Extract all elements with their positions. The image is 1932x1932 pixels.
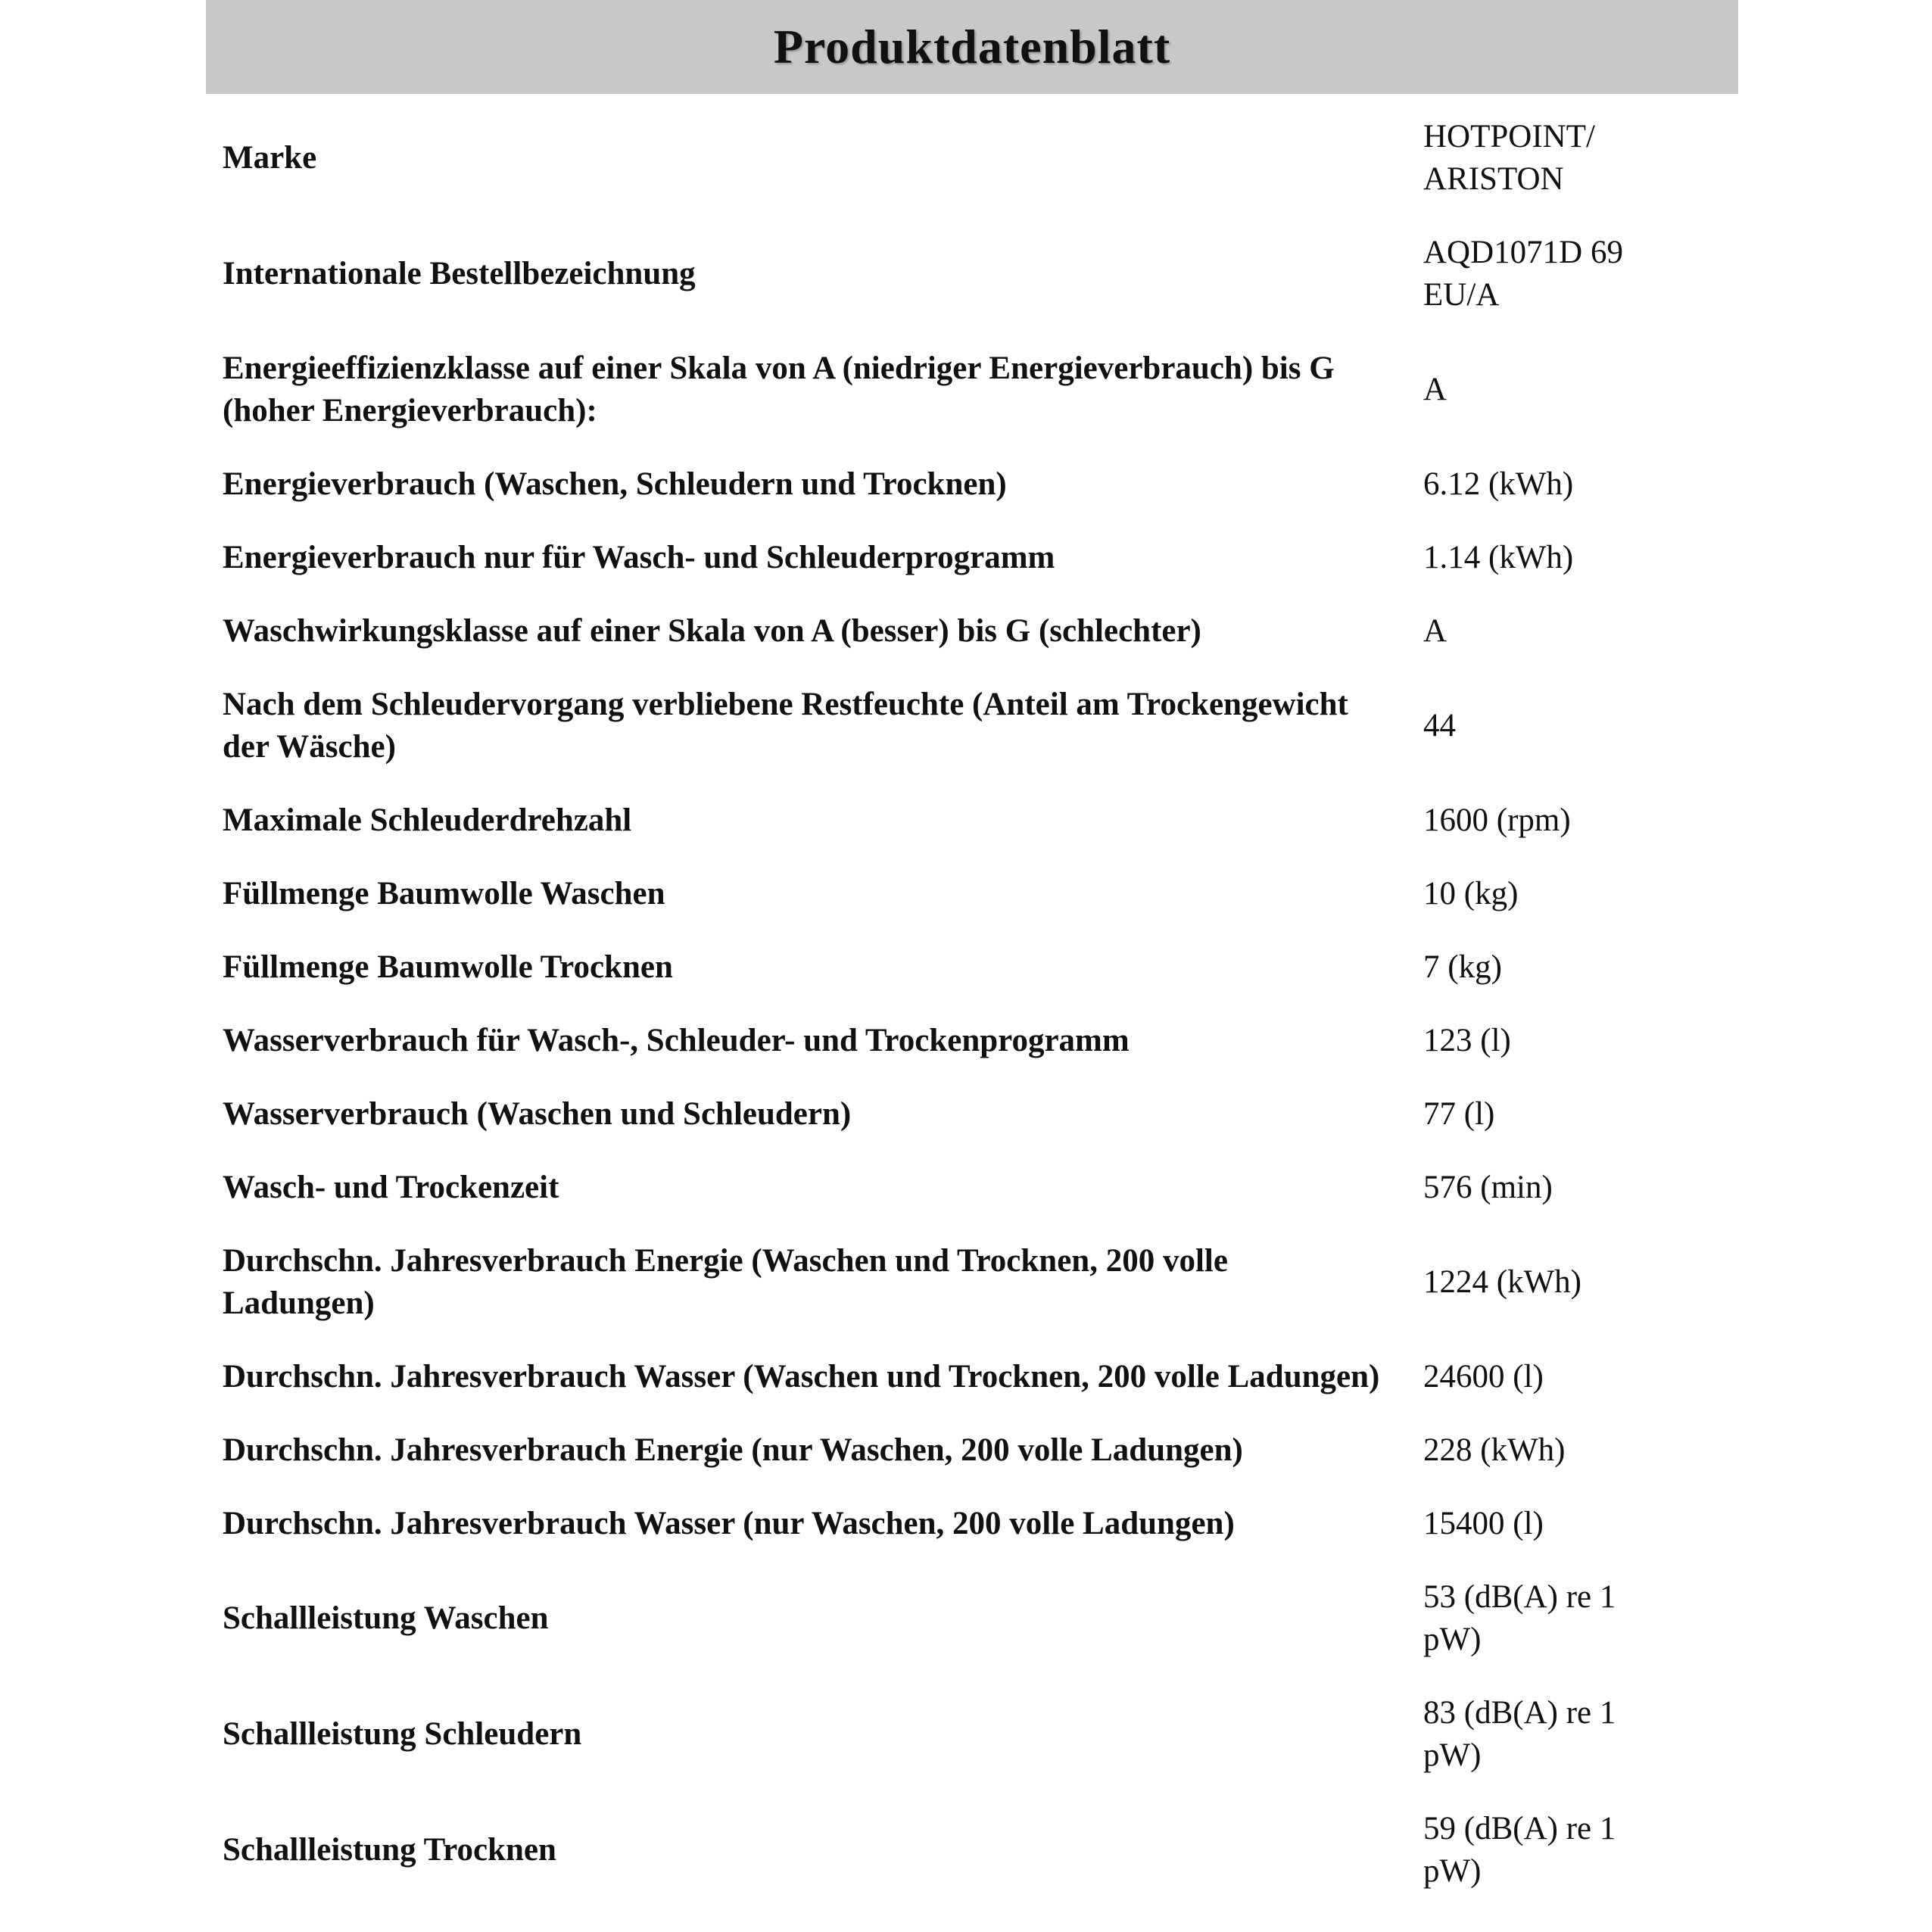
table-row (206, 857, 1738, 930)
row-value: 24600 (l) (1423, 1358, 1544, 1394)
table-row (206, 784, 1738, 857)
row-label: Durchschn. Jahresverbrauch Wasser (nur Waschen, 200 volle Ladungen) (223, 1505, 1235, 1541)
table-row (206, 1340, 1738, 1413)
row-label: Füllmenge Baumwolle Trocknen (223, 949, 673, 985)
row-value: 6.12 (kWh) (1423, 466, 1574, 502)
row-value: 1600 (rpm) (1423, 802, 1571, 838)
table-row (206, 1792, 1738, 1908)
table-row (206, 1224, 1738, 1340)
row-value: 1224 (kWh) (1423, 1264, 1581, 1300)
table-row (206, 1004, 1738, 1077)
table-row (206, 1151, 1738, 1224)
row-label: Füllmenge Baumwolle Waschen (223, 875, 665, 911)
row-value: 7 (kg) (1423, 949, 1502, 985)
product-data-sheet (206, 0, 1738, 1908)
title-bar (206, 0, 1738, 94)
row-label: Durchschn. Jahresverbrauch Wasser (Waschen und Trocknen, 200 volle Ladungen) (223, 1358, 1380, 1394)
row-label: Maximale Schleuderdrehzahl (223, 802, 632, 838)
table-row (206, 332, 1738, 447)
table-row (206, 668, 1738, 784)
table-row (206, 594, 1738, 668)
row-label: Durchschn. Jahresverbrauch Energie (Waschen und Trocknen, 200 volle Ladungen) (223, 1242, 1228, 1321)
row-label: Waschwirkungsklasse auf einer Skala von A (besser) bis G (schlechter) (223, 612, 1201, 649)
row-value: AQD1071D 69 EU/A (1423, 234, 1623, 313)
row-label: Energieverbrauch (Waschen, Schleudern und Trocknen) (223, 466, 1007, 502)
row-value: A (1423, 371, 1447, 407)
table-row (206, 521, 1738, 594)
row-value: 15400 (l) (1423, 1505, 1544, 1541)
row-value: 77 (l) (1423, 1095, 1495, 1132)
table-row (206, 100, 1738, 216)
page-title: Produktdatenblatt (773, 20, 1171, 73)
row-label: Internationale Bestellbezeichnung (223, 255, 696, 291)
row-label: Marke (223, 139, 317, 176)
table-row (206, 1487, 1738, 1560)
row-value: 83 (dB(A) re 1 pW) (1423, 1694, 1616, 1773)
table-row (206, 447, 1738, 521)
row-value: 576 (min) (1423, 1169, 1553, 1205)
row-label: Durchschn. Jahresverbrauch Energie (nur Waschen, 200 volle Ladungen) (223, 1432, 1243, 1468)
table-row (206, 216, 1738, 332)
spec-table (206, 100, 1738, 1908)
row-value: 44 (1423, 707, 1456, 743)
row-label: Nach dem Schleudervorgang verbliebene Restfeuchte (Anteil am Trockengewicht der Wäsche) (223, 686, 1348, 765)
row-value: 59 (dB(A) re 1 pW) (1423, 1810, 1616, 1889)
row-label: Energieeffizienzklasse auf einer Skala von A (niedriger Energieverbrauch) bis G (hoher Energieverbrauch): (223, 350, 1335, 428)
row-value: 10 (kg) (1423, 875, 1519, 911)
table-row (206, 1676, 1738, 1792)
row-label: Schallleistung Schleudern (223, 1715, 582, 1752)
row-value: A (1423, 612, 1447, 649)
row-label: Wasserverbrauch (Waschen und Schleudern) (223, 1095, 852, 1132)
row-label: Energieverbrauch nur für Wasch- und Schleuderprogramm (223, 539, 1055, 575)
table-row (206, 1077, 1738, 1151)
row-value: 123 (l) (1423, 1022, 1511, 1058)
table-row (206, 1560, 1738, 1676)
row-label: Schallleistung Waschen (223, 1600, 549, 1636)
row-value: 53 (dB(A) re 1 pW) (1423, 1578, 1616, 1657)
row-label: Schallleistung Trocknen (223, 1831, 556, 1868)
row-label: Wasch- und Trockenzeit (223, 1169, 559, 1205)
row-value: 1.14 (kWh) (1423, 539, 1574, 575)
table-row (206, 930, 1738, 1004)
table-row (206, 1413, 1738, 1487)
row-value: HOTPOINT/ ARISTON (1423, 118, 1595, 197)
row-label: Wasserverbrauch für Wasch-, Schleuder- und Trockenprogramm (223, 1022, 1130, 1058)
row-value: 228 (kWh) (1423, 1432, 1566, 1468)
